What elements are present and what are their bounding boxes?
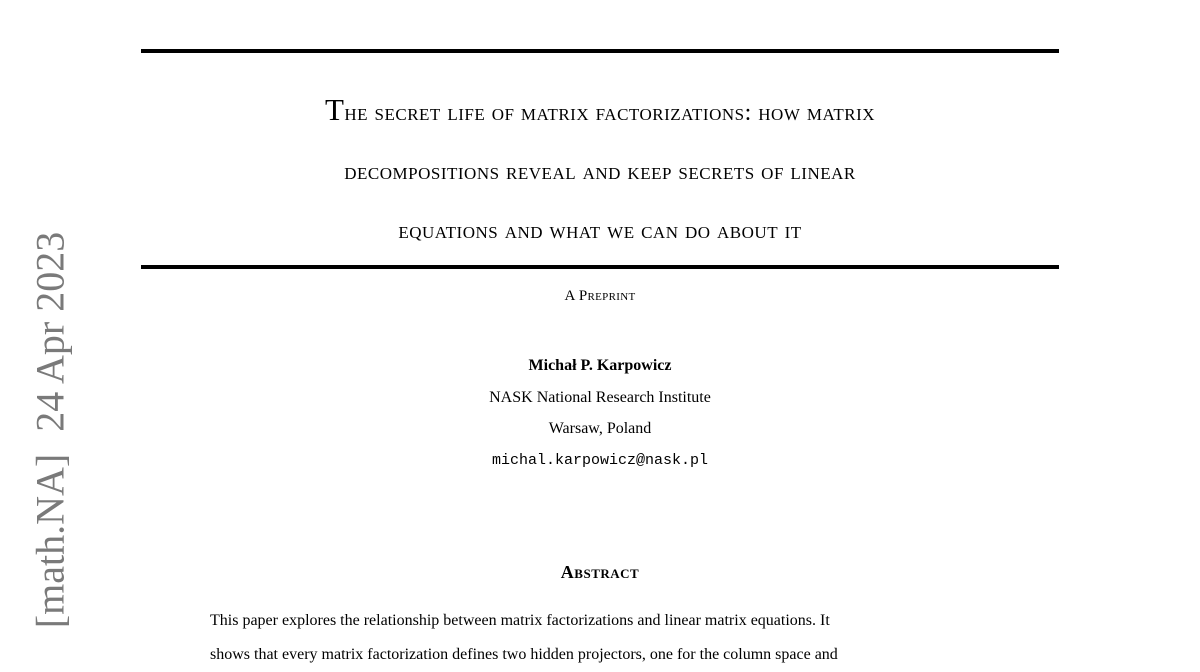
arxiv-category: [math.NA] bbox=[27, 453, 73, 629]
author-institution: NASK National Research Institute bbox=[489, 388, 711, 406]
title-top-rule bbox=[141, 49, 1059, 53]
author-email[interactable]: michal.karpowicz@nask.pl bbox=[491, 451, 709, 469]
abstract-line-2: shows that every matrix factorization defines two hidden projectors, one for the column space and bbox=[210, 646, 838, 663]
title-initial-cap: T bbox=[324, 92, 345, 127]
paper-title bbox=[141, 80, 1059, 261]
author-name: Michał P. Karpowicz bbox=[528, 357, 672, 374]
title-line-2-text: decompositions reveal and keep secrets of linear bbox=[344, 159, 856, 185]
title-line-2 bbox=[141, 143, 1059, 202]
title-line-1-text: he secret life of matrix factorizations: how matrix bbox=[344, 100, 876, 126]
title-line-3 bbox=[141, 202, 1059, 261]
title-bottom-rule bbox=[141, 265, 1059, 269]
abstract-heading: Abstract bbox=[560, 562, 640, 582]
abstract-line-1: This paper explores the relationship between matrix factorizations and linear matrix equations. It bbox=[210, 612, 830, 629]
author-location: Warsaw, Poland bbox=[548, 420, 652, 437]
abstract-body bbox=[210, 604, 990, 672]
preprint-label: A Preprint bbox=[564, 288, 636, 304]
author-block bbox=[141, 350, 1059, 476]
title-line-3-text: equations and what we can do about it bbox=[398, 218, 802, 244]
title-line-1 bbox=[141, 80, 1059, 143]
arxiv-side-stamp bbox=[27, 232, 74, 628]
arxiv-date: 24 Apr 2023 bbox=[27, 231, 73, 432]
